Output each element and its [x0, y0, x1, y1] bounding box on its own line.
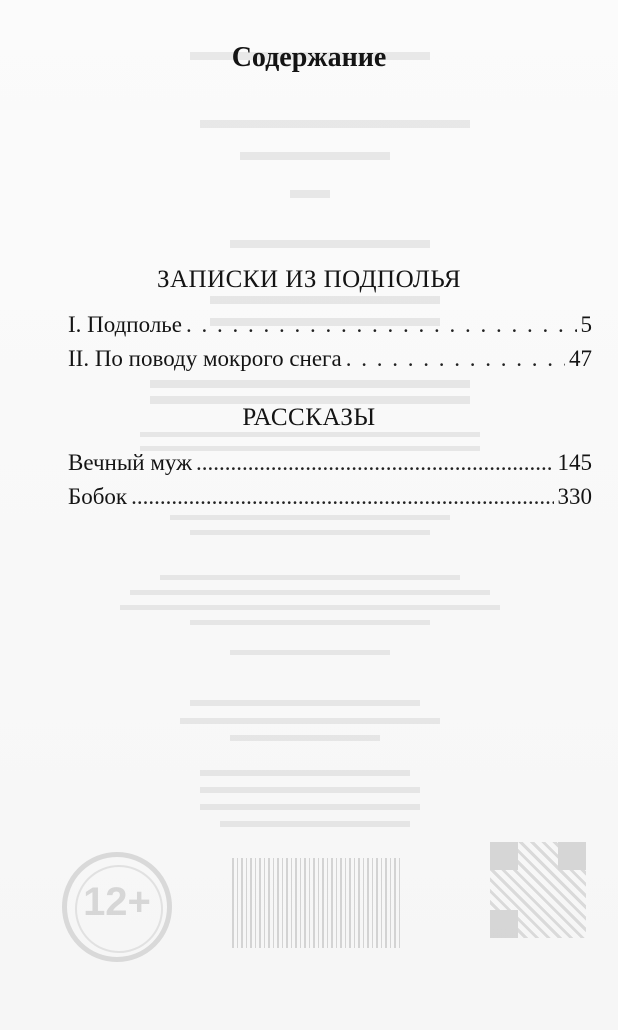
toc-entry-page: 47 — [569, 346, 592, 371]
dot-leader — [186, 312, 577, 338]
dot-leader — [131, 484, 553, 510]
toc-entry[interactable] — [68, 312, 592, 342]
bleed-through-line — [150, 396, 470, 404]
bleed-through-line — [150, 380, 470, 388]
toc-entry[interactable] — [68, 346, 592, 376]
section-title-notes: ЗАПИСКИ ИЗ ПОДПОЛЬЯ — [156, 266, 462, 293]
toc-entry-label: Вечный муж — [68, 450, 193, 475]
page-title: Содержание — [231, 42, 387, 73]
bleed-through-line — [190, 620, 430, 625]
toc-entry-page: 145 — [557, 450, 592, 475]
toc-entry-label: II. По поводу мокрого снега — [68, 346, 342, 371]
barcode-bleed-through — [232, 858, 402, 948]
bleed-through-line — [200, 787, 420, 793]
bleed-through-line — [170, 515, 450, 520]
bleed-through-line — [200, 120, 470, 128]
bleed-through-line — [160, 575, 460, 580]
section-title-stories: РАССКАЗЫ — [242, 404, 376, 431]
bleed-through-line — [190, 700, 420, 706]
toc-entry[interactable] — [68, 450, 592, 480]
bleed-through-line — [190, 530, 430, 535]
bleed-through-line — [230, 240, 430, 248]
bleed-through-line — [200, 804, 420, 810]
bleed-through-line — [220, 821, 410, 827]
bleed-through-line — [180, 718, 440, 724]
toc-entry-page: 330 — [557, 484, 592, 509]
bleed-through-line — [290, 190, 330, 198]
bleed-through-line — [240, 152, 390, 160]
toc-entry[interactable] — [68, 484, 592, 514]
dot-leader — [196, 450, 553, 476]
bleed-through-line — [130, 590, 490, 595]
bleed-through-line — [200, 770, 410, 776]
toc-entry-page: 5 — [580, 312, 592, 337]
dot-leader — [346, 346, 565, 372]
age-rating-text: 12+ — [83, 880, 151, 924]
bleed-through-line — [140, 432, 480, 437]
bleed-through-line — [230, 735, 380, 741]
bleed-through-line — [210, 296, 440, 304]
toc-entry-label: Бобок — [68, 484, 128, 509]
bleed-through-line — [120, 605, 500, 610]
toc-entry-label: I. Подполье — [68, 312, 182, 337]
bleed-through-line — [230, 650, 390, 655]
qr-code-bleed-through — [490, 842, 586, 938]
